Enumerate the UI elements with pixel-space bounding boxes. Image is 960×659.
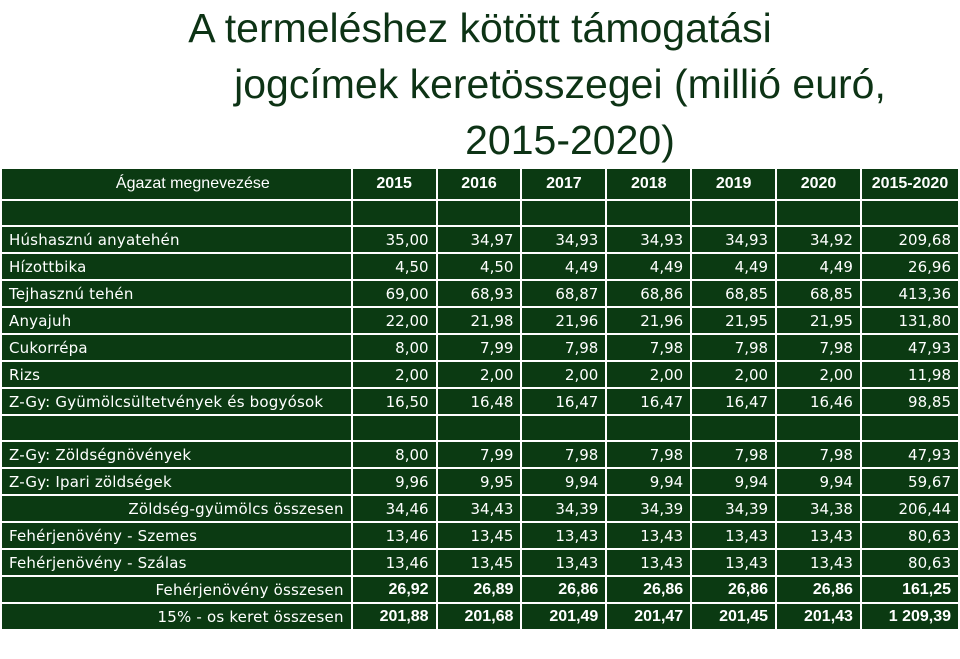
row-year-value: 7,98 xyxy=(607,442,690,467)
row-year-value: 9,94 xyxy=(522,469,605,494)
row-year-value: 7,98 xyxy=(692,335,775,360)
row-label: Z-Gy: Ipari zöldségek xyxy=(2,469,351,494)
row-year-value: 16,50 xyxy=(353,389,436,414)
row-label: Fehérjenövény - Szemes xyxy=(2,523,351,548)
row-year-value: 34,38 xyxy=(777,496,860,521)
row-year-value: 2,00 xyxy=(777,362,860,387)
table-row xyxy=(2,550,958,575)
row-year-value: 21,96 xyxy=(522,308,605,333)
header-row xyxy=(2,169,958,199)
row-year-value: 34,93 xyxy=(692,227,775,252)
spacer-cell xyxy=(692,201,775,225)
row-year-value: 68,93 xyxy=(438,281,521,306)
row-year-value: 16,48 xyxy=(438,389,521,414)
header-year: 2019 xyxy=(692,169,775,199)
spacer-cell xyxy=(353,201,436,225)
row-label: Hízottbika xyxy=(2,254,351,279)
row-year-value: 13,45 xyxy=(438,523,521,548)
row-year-value: 13,46 xyxy=(353,550,436,575)
table-row xyxy=(2,335,958,360)
row-year-value: 7,99 xyxy=(438,335,521,360)
row-total-value: 161,25 xyxy=(862,577,958,602)
row-year-value: 2,00 xyxy=(692,362,775,387)
row-total-value: 80,63 xyxy=(862,550,958,575)
row-year-value: 68,86 xyxy=(607,281,690,306)
row-year-value: 7,98 xyxy=(692,442,775,467)
row-year-value: 16,47 xyxy=(607,389,690,414)
row-year-value: 16,47 xyxy=(692,389,775,414)
row-year-value: 16,46 xyxy=(777,389,860,414)
spacer-cell xyxy=(2,416,351,440)
row-year-value: 21,96 xyxy=(607,308,690,333)
row-label: Rizs xyxy=(2,362,351,387)
title-line-3: 2015-2020) xyxy=(465,117,675,163)
row-year-value: 13,43 xyxy=(777,523,860,548)
spacer-cell xyxy=(777,416,860,440)
spacer-cell xyxy=(353,416,436,440)
row-total-value: 413,36 xyxy=(862,281,958,306)
row-year-value: 4,49 xyxy=(777,254,860,279)
spacer-cell xyxy=(777,201,860,225)
row-year-value: 13,43 xyxy=(607,550,690,575)
row-year-value: 4,49 xyxy=(607,254,690,279)
slide-title xyxy=(0,0,960,168)
spacer-cell xyxy=(522,416,605,440)
row-year-value: 22,00 xyxy=(353,308,436,333)
row-year-value: 4,49 xyxy=(692,254,775,279)
spacer-cell xyxy=(692,416,775,440)
row-year-value: 4,49 xyxy=(522,254,605,279)
table-body xyxy=(2,201,958,629)
spacer-cell xyxy=(438,201,521,225)
title-line-1: A termeléshez kötött támogatási xyxy=(188,5,772,51)
table-row xyxy=(2,496,958,521)
table-row xyxy=(2,254,958,279)
row-year-value: 68,87 xyxy=(522,281,605,306)
spacer-cell xyxy=(438,416,521,440)
row-year-value: 8,00 xyxy=(353,442,436,467)
row-total-value: 98,85 xyxy=(862,389,958,414)
row-total-value: 131,80 xyxy=(862,308,958,333)
budget-table xyxy=(0,167,960,631)
table-row xyxy=(2,442,958,467)
spacer-row xyxy=(2,201,958,225)
row-year-value: 4,50 xyxy=(353,254,436,279)
row-total-value: 47,93 xyxy=(862,335,958,360)
title-line-2: jogcímek keretösszegei (millió euró, xyxy=(234,61,886,107)
row-year-value: 2,00 xyxy=(607,362,690,387)
row-year-value: 26,86 xyxy=(777,577,860,602)
header-year: 2018 xyxy=(607,169,690,199)
row-year-value: 13,46 xyxy=(353,523,436,548)
row-year-value: 35,00 xyxy=(353,227,436,252)
row-year-value: 13,43 xyxy=(692,523,775,548)
row-label: Z-Gy: Gyümölcsültetvények és bogyósok xyxy=(2,389,351,414)
spacer-cell xyxy=(862,201,958,225)
row-year-value: 201,49 xyxy=(522,604,605,629)
row-label: 15% - os keret összesen xyxy=(2,604,351,629)
row-year-value: 8,00 xyxy=(353,335,436,360)
row-year-value: 7,98 xyxy=(522,442,605,467)
table-row xyxy=(2,604,958,629)
row-year-value: 7,98 xyxy=(522,335,605,360)
row-year-value: 26,89 xyxy=(438,577,521,602)
row-year-value: 9,95 xyxy=(438,469,521,494)
row-label: Z-Gy: Zöldségnövények xyxy=(2,442,351,467)
header-year: 2020 xyxy=(777,169,860,199)
header-sector: Ágazat megnevezése xyxy=(2,169,351,199)
row-total-value: 59,67 xyxy=(862,469,958,494)
row-year-value: 9,94 xyxy=(777,469,860,494)
row-year-value: 34,39 xyxy=(692,496,775,521)
table-row xyxy=(2,469,958,494)
row-total-value: 1 209,39 xyxy=(862,604,958,629)
row-year-value: 13,43 xyxy=(692,550,775,575)
row-year-value: 26,86 xyxy=(692,577,775,602)
row-year-value: 34,93 xyxy=(522,227,605,252)
spacer-cell xyxy=(607,416,690,440)
row-year-value: 26,92 xyxy=(353,577,436,602)
row-year-value: 34,43 xyxy=(438,496,521,521)
spacer-cell xyxy=(862,416,958,440)
spacer-row xyxy=(2,416,958,440)
row-year-value: 7,98 xyxy=(777,442,860,467)
spacer-cell xyxy=(607,201,690,225)
row-year-value: 7,98 xyxy=(777,335,860,360)
row-label: Húshasznú anyatehén xyxy=(2,227,351,252)
row-total-value: 11,98 xyxy=(862,362,958,387)
row-year-value: 21,95 xyxy=(692,308,775,333)
table-row xyxy=(2,389,958,414)
row-year-value: 201,88 xyxy=(353,604,436,629)
row-year-value: 13,43 xyxy=(607,523,690,548)
row-year-value: 201,45 xyxy=(692,604,775,629)
header-year: 2017 xyxy=(522,169,605,199)
row-label: Fehérjenövény összesen xyxy=(2,577,351,602)
row-total-value: 26,96 xyxy=(862,254,958,279)
spacer-cell xyxy=(522,201,605,225)
spacer-cell xyxy=(2,201,351,225)
table-row xyxy=(2,577,958,602)
table-row xyxy=(2,523,958,548)
row-year-value: 34,39 xyxy=(522,496,605,521)
row-total-value: 206,44 xyxy=(862,496,958,521)
row-year-value: 9,94 xyxy=(692,469,775,494)
row-year-value: 16,47 xyxy=(522,389,605,414)
row-year-value: 201,68 xyxy=(438,604,521,629)
row-year-value: 68,85 xyxy=(692,281,775,306)
row-label: Anyajuh xyxy=(2,308,351,333)
row-year-value: 69,00 xyxy=(353,281,436,306)
row-year-value: 7,99 xyxy=(438,442,521,467)
row-label: Tejhasznú tehén xyxy=(2,281,351,306)
row-year-value: 26,86 xyxy=(607,577,690,602)
row-total-value: 47,93 xyxy=(862,442,958,467)
row-year-value: 13,43 xyxy=(522,550,605,575)
row-year-value: 2,00 xyxy=(438,362,521,387)
row-year-value: 21,95 xyxy=(777,308,860,333)
row-year-value: 34,92 xyxy=(777,227,860,252)
row-year-value: 68,85 xyxy=(777,281,860,306)
row-label: Fehérjenövény - Szálas xyxy=(2,550,351,575)
table-row xyxy=(2,227,958,252)
row-year-value: 7,98 xyxy=(607,335,690,360)
row-year-value: 9,94 xyxy=(607,469,690,494)
row-year-value: 34,39 xyxy=(607,496,690,521)
table-row xyxy=(2,281,958,306)
header-year-total: 2015-2020 xyxy=(862,169,958,199)
row-year-value: 34,97 xyxy=(438,227,521,252)
row-total-value: 209,68 xyxy=(862,227,958,252)
row-year-value: 34,93 xyxy=(607,227,690,252)
table-row xyxy=(2,362,958,387)
row-label: Zöldség-gyümölcs összesen xyxy=(2,496,351,521)
row-year-value: 201,47 xyxy=(607,604,690,629)
row-total-value: 80,63 xyxy=(862,523,958,548)
row-year-value: 2,00 xyxy=(353,362,436,387)
row-label: Cukorrépa xyxy=(2,335,351,360)
row-year-value: 4,50 xyxy=(438,254,521,279)
table-row xyxy=(2,308,958,333)
row-year-value: 2,00 xyxy=(522,362,605,387)
row-year-value: 13,43 xyxy=(777,550,860,575)
header-year: 2016 xyxy=(438,169,521,199)
row-year-value: 13,45 xyxy=(438,550,521,575)
row-year-value: 9,96 xyxy=(353,469,436,494)
row-year-value: 13,43 xyxy=(522,523,605,548)
row-year-value: 21,98 xyxy=(438,308,521,333)
header-year: 2015 xyxy=(353,169,436,199)
row-year-value: 34,46 xyxy=(353,496,436,521)
row-year-value: 201,43 xyxy=(777,604,860,629)
row-year-value: 26,86 xyxy=(522,577,605,602)
